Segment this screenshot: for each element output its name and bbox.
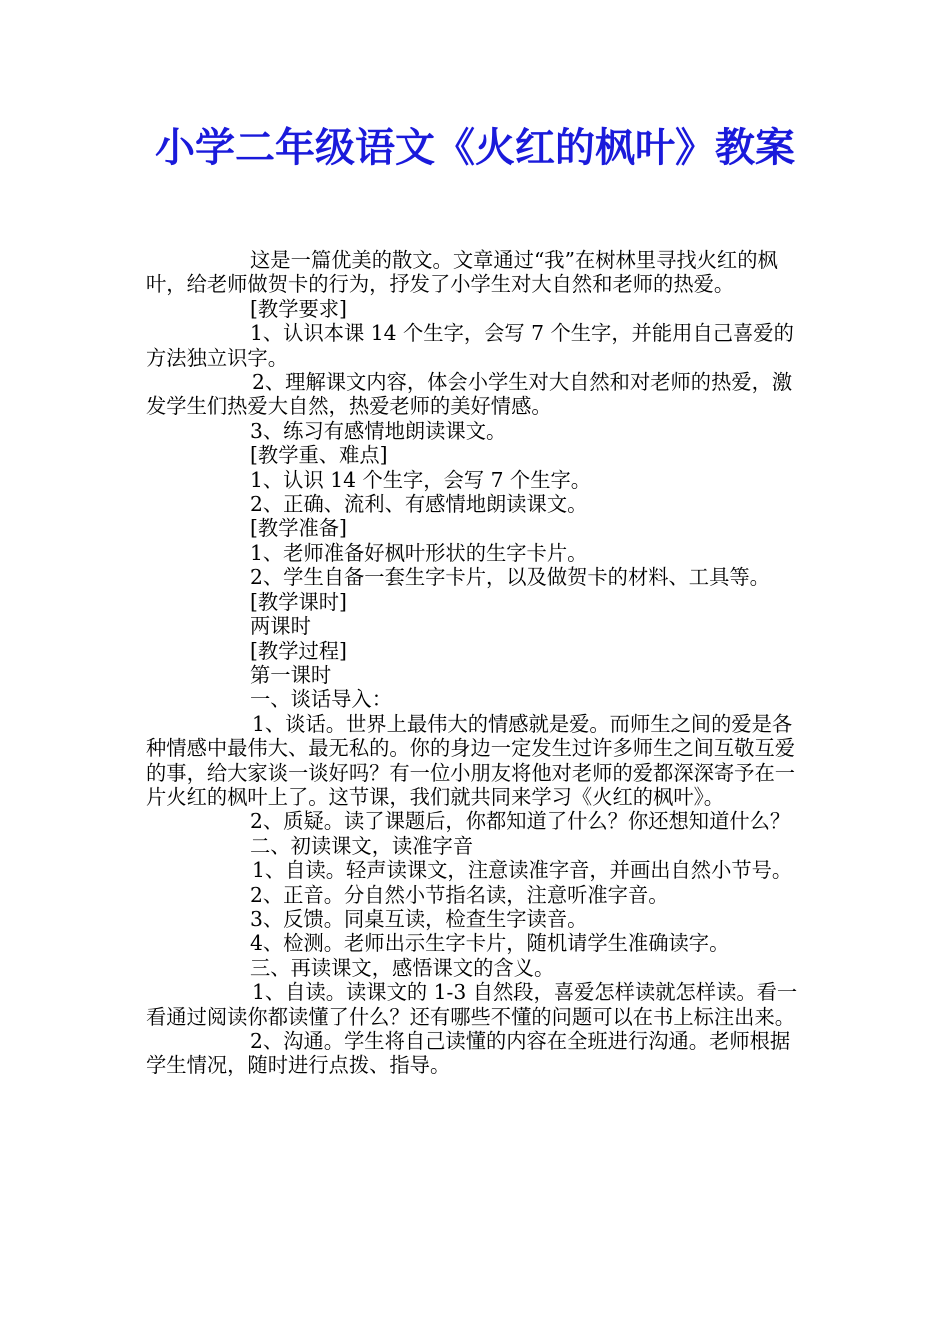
paragraph: 1、谈话。世界上最伟大的情感就是爱。而师生之间的爱是各种情感中最伟大、最无私的。你的身边一定发生过许多师生之间互敬互爱的事，给大家谈一谈好吗？有一位小朋友将他对老师的爱都深深寄予在一片火红的枫叶上了。这节课，我们就共同来学习《火红的枫叶》。 — [146, 711, 796, 809]
paragraph: 1、认识本课 14 个生字，会写 7 个生字，并能用自己喜爱的方法独立识字。 — [146, 321, 794, 370]
paragraph: 2、沟通。学生将自己读懂的内容在全班进行沟通。老师根据学生情况，随时进行点拨、指导。 — [146, 1029, 791, 1078]
section-heading: [教学准备] — [250, 516, 347, 541]
paragraph: 2、学生自备一套生字卡片，以及做贺卡的材料、工具等。 — [250, 565, 770, 590]
paragraph: 1、自读。轻声读课文，注意读准字音，并画出自然小节号。 — [252, 858, 793, 883]
paragraph: 3、反馈。同桌互读，检查生字读音。 — [250, 906, 588, 931]
paragraph: 4、检测。老师出示生字卡片，随机请学生准确读字。 — [250, 931, 730, 956]
paragraph: 三、再读课文，感悟课文的含义。 — [250, 955, 555, 980]
section-heading: [教学过程] — [250, 638, 347, 663]
paragraph: 2、理解课文内容，体会小学生对大自然和对老师的热爱，激发学生们热爱大自然，热爱老师的美好情感。 — [146, 370, 793, 419]
paragraph: 2、正音。分自然小节指名读，注意听准字音。 — [250, 882, 669, 907]
section-heading: [教学重、难点] — [250, 443, 388, 468]
paragraph: 1、自读。读课文的 1-3 自然段，喜爱怎样读就怎样读。看一看通过阅读你都读懂了什么？还有哪些不懂的问题可以在书上标注出来。 — [146, 980, 798, 1029]
paragraph: 一、谈话导入： — [250, 687, 392, 712]
paragraph: 3、练习有感情地朗读课文。 — [250, 418, 507, 443]
paragraph: 1、认识 14 个生字，会写 7 个生字。 — [250, 467, 592, 492]
section-heading: [教学课时] — [250, 589, 347, 614]
paragraph: 1、老师准备好枫叶形状的生字卡片。 — [250, 540, 588, 565]
paragraph: 2、质疑。读了课题后，你都知道了什么？你还想知道什么？ — [250, 809, 791, 834]
paragraph: 二、初读课文，读准字音 — [250, 833, 474, 858]
paragraph: 2、正确、流利、有感情地朗读课文。 — [250, 492, 588, 517]
paragraph: 这是一篇优美的散文。文章通过“我”在树林里寻找火红的枫叶，给老师做贺卡的行为，抒发了小学生对大自然和老师的热爱。 — [146, 248, 778, 297]
section-heading: [教学要求] — [250, 296, 347, 321]
document-title: 小学二年级语文《火红的枫叶》教案 — [155, 124, 795, 171]
paragraph: 第一课时 — [250, 662, 332, 687]
document-body — [146, 248, 808, 1078]
paragraph: 两课时 — [250, 614, 311, 639]
